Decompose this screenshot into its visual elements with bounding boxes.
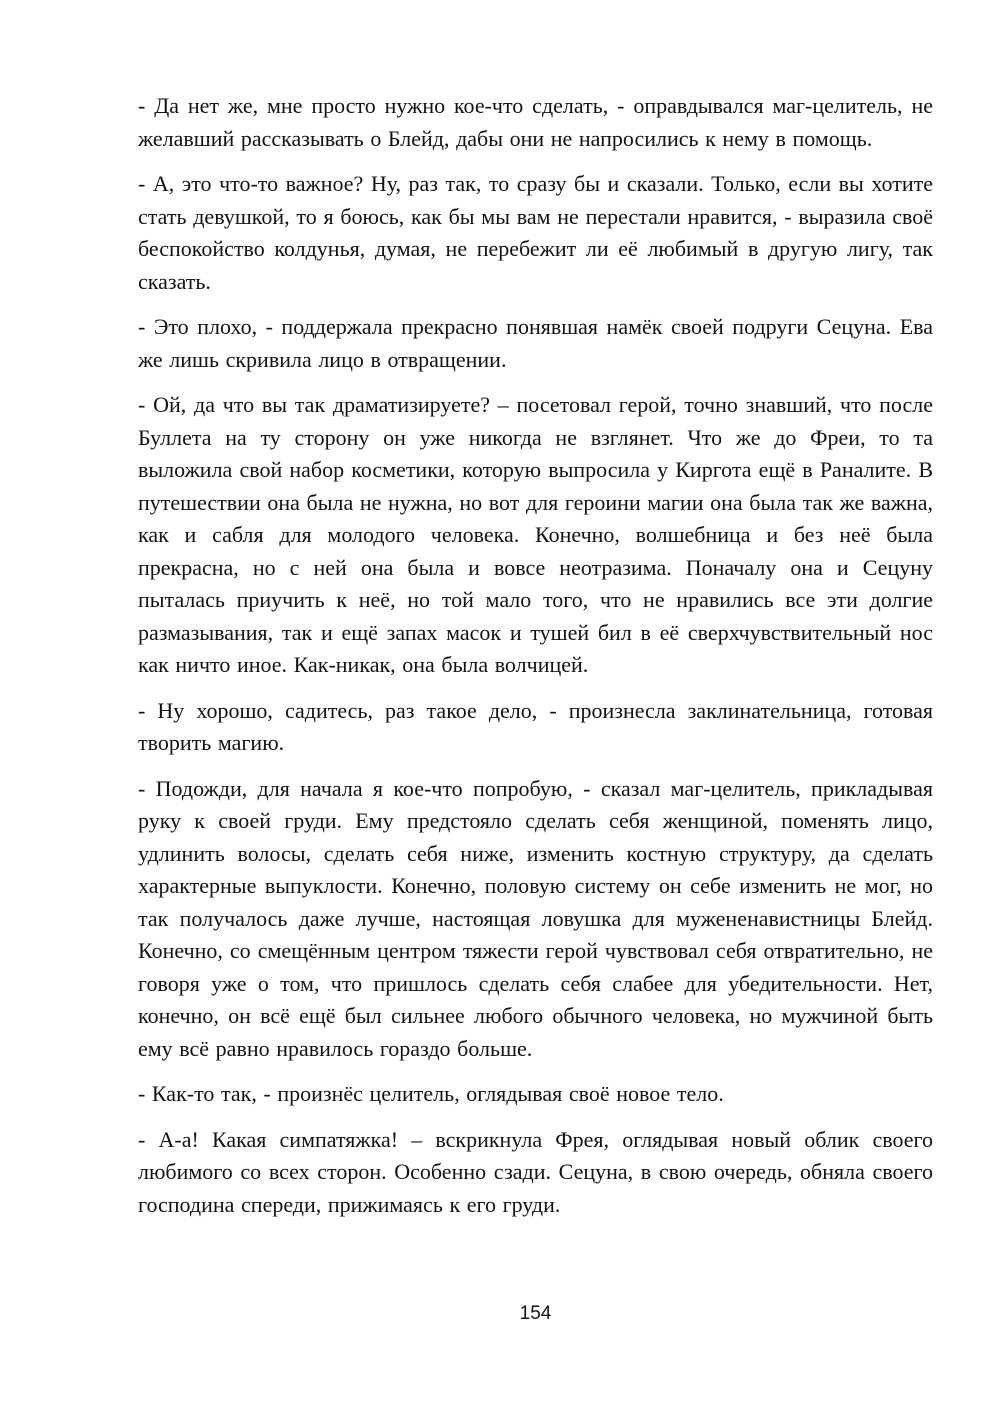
paragraph: - Как-то так, - произнёс целитель, оглядывая своё новое тело. [138,1081,724,1106]
paragraph: - Ну хорошо, садитесь, раз такое дело, - произнесла заклинательница, готовая творить магию. [138,697,933,755]
paragraph: - Это плохо, - поддержала прекрасно понявшая намёк своей подруги Сецуна. Ева же лишь скривила лицо в отвращении. [138,314,933,372]
page-number: 154 [519,1303,552,1324]
paragraph: - Да нет же, мне просто нужно кое-что сделать, - оправдывался маг-целитель, не желавший рассказывать о Блейд, дабы они не напросились к нему в помощь. [138,93,933,151]
paragraph: - А, это что-то важное? Ну, раз так, то сразу бы и сказали. Только, если вы хотите стать девушкой, то я боюсь, как бы мы вам не перестали нравится, - выразила своё беспокойство колдунья, думая, не перебежит ли её любимый в другую лигу, так сказать. [138,171,933,294]
paragraph: - А-а! Какая симпатяжка! – вскрикнула Фрея, оглядывая новый облик своего любимого со всех сторон. Особенно сзади. Сецуна, в свою очередь, обняла своего господина спереди, прижимаясь к его груди. [138,1126,933,1217]
paragraph: - Ой, да что вы так драматизируете? – посетовал герой, точно знавший, что после Буллета на ту сторону он уже никогда не взглянет. Что же до Фреи, то та выложила свой набор косметики, которую выпросила у Киргота ещё в Раналите. В путешествии она была не нужна, но вот для героини магии она была так же важна, как и сабля для молодого человека. Конечно, волшебница и без неё была прекрасна, но с ней она была и вовсе неотразима. Поначалу она и Сецуну пыталась приучить к неё, но той мало того, что не нравились все эти долгие размазывания, так и ещё запах масок и тушей бил в её сверхчувствительный нос как ничто иное. Как-никак, она была волчицей. [138,392,933,677]
page-text-block [138,90,933,1234]
paragraph: - Подожди, для начала я кое-что попробую, - сказал маг-целитель, прикладывая руку к своей груди. Ему предстояло сделать себя женщиной, поменять лицо, удлинить волосы, сделать себя ниже, изменить костную структуру, да сделать характерные выпуклости. Конечно, половую систему он себе изменить не мог, но так получалось даже лучше, настоящая ловушка для мужененавистницы Блейд. Конечно, со смещённым центром тяжести герой чувствовал себя отвратительно, не говоря уже о том, что пришлось сделать себя слабее для убедительности. Нет, конечно, он всё ещё был сильнее любого обычного человека, но мужчиной быть ему всё равно нравилось гораздо больше. [138,775,933,1061]
